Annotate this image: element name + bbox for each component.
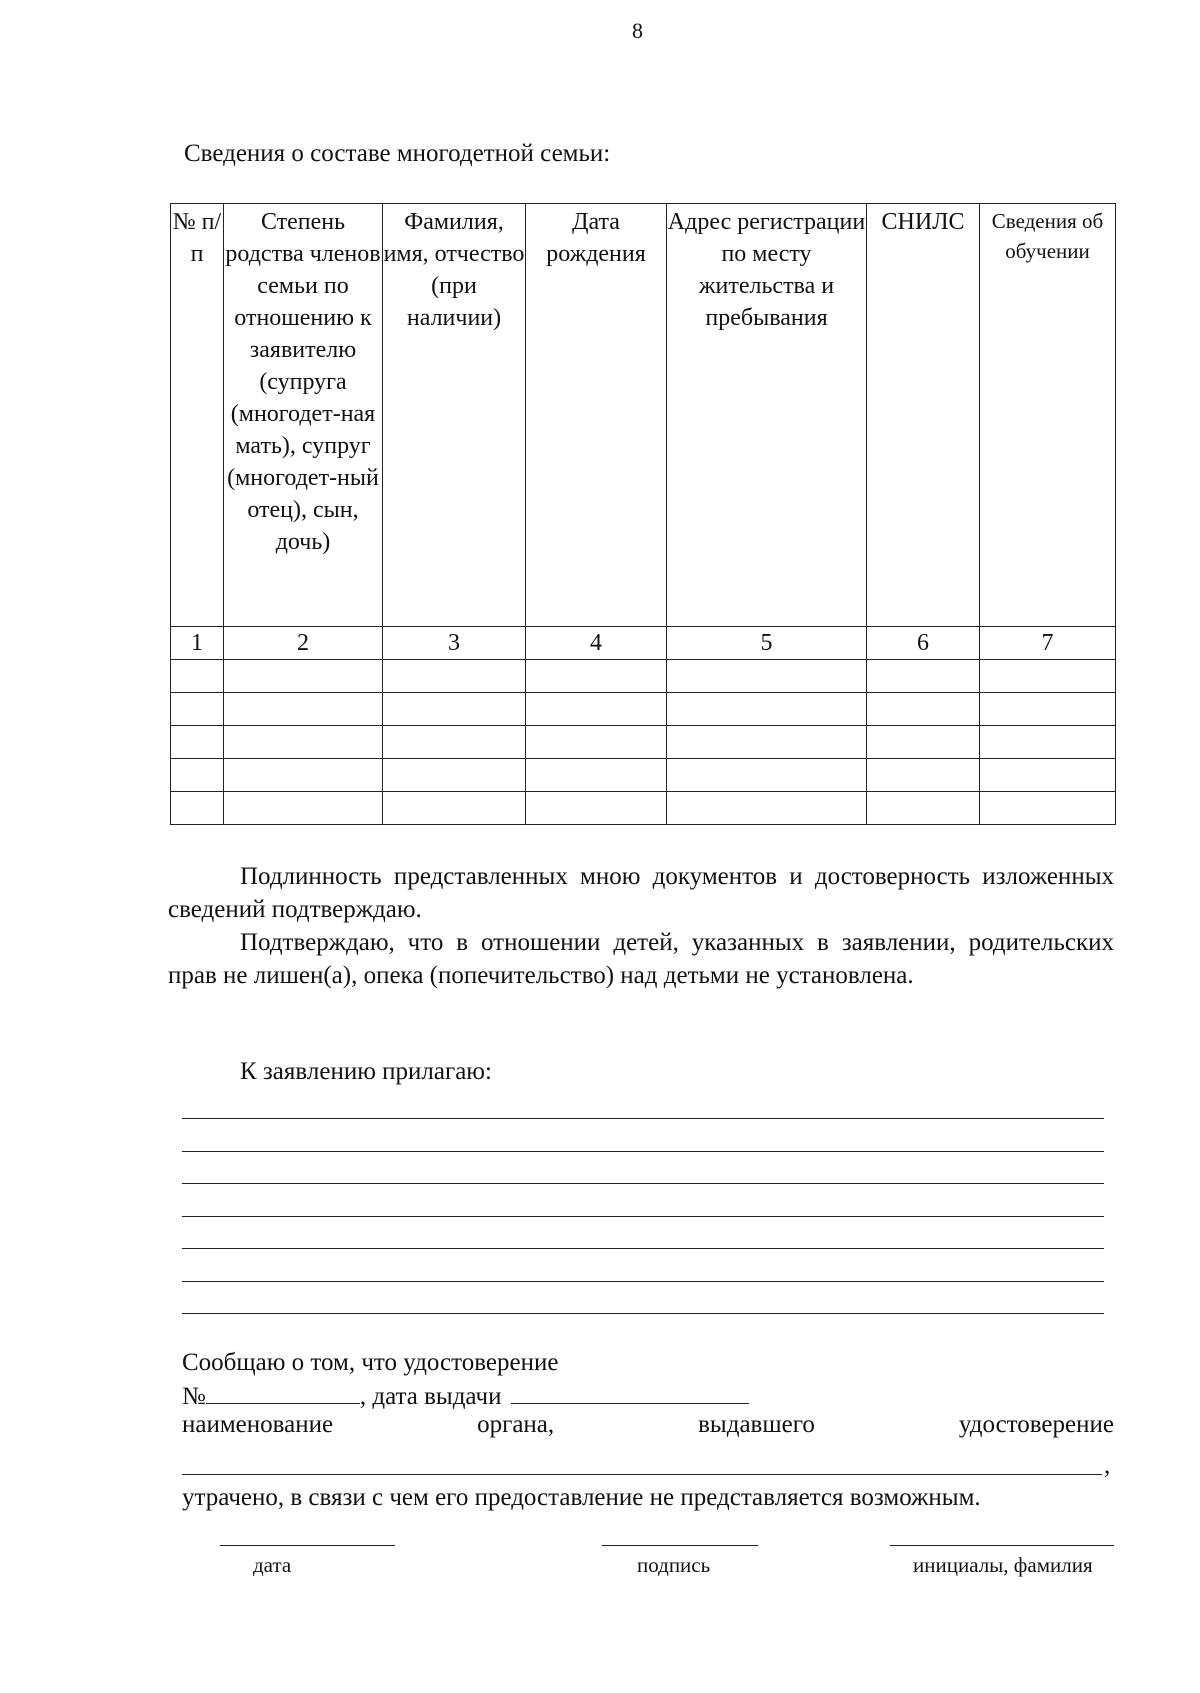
table-cell[interactable] xyxy=(980,726,1116,759)
table-cell[interactable] xyxy=(383,693,526,726)
signature-line[interactable] xyxy=(602,1545,758,1546)
date-caption: дата xyxy=(253,1553,292,1577)
name-line[interactable] xyxy=(890,1545,1114,1546)
table-cell[interactable] xyxy=(667,759,867,792)
table-cell[interactable] xyxy=(224,693,383,726)
parental-rights-paragraph xyxy=(168,926,1114,992)
table-cell[interactable] xyxy=(171,759,224,792)
page-number: 8 xyxy=(632,18,643,43)
table-cell[interactable] xyxy=(171,660,224,693)
issuer-word: органа, xyxy=(477,1411,555,1438)
table-row xyxy=(171,759,1116,792)
name-caption: инициалы, фамилия xyxy=(913,1553,1093,1577)
attachment-line[interactable] xyxy=(182,1216,1104,1217)
issue-date-label: , дата выдачи xyxy=(359,1383,502,1410)
column-number: 7 xyxy=(980,627,1116,660)
table-cell[interactable] xyxy=(526,792,667,825)
table-cell[interactable] xyxy=(526,660,667,693)
attachment-line[interactable] xyxy=(182,1183,1104,1184)
header-cell-education: Сведения об обучении xyxy=(980,204,1116,627)
family-composition-table xyxy=(170,203,1116,825)
table-cell[interactable] xyxy=(526,693,667,726)
table-cell[interactable] xyxy=(667,693,867,726)
table-cell[interactable] xyxy=(383,759,526,792)
table-cell[interactable] xyxy=(980,759,1116,792)
table-cell[interactable] xyxy=(526,759,667,792)
table-cell[interactable] xyxy=(867,792,980,825)
certificate-number-line xyxy=(182,1381,749,1411)
table-cell[interactable] xyxy=(171,693,224,726)
section-heading: Сведения о составе многодетной семьи: xyxy=(184,140,611,167)
authenticity-paragraph xyxy=(168,860,1114,926)
table-row xyxy=(171,693,1116,726)
table-cell[interactable] xyxy=(224,660,383,693)
table-cell[interactable] xyxy=(383,792,526,825)
table-cell[interactable] xyxy=(383,660,526,693)
issue-date-field[interactable] xyxy=(511,1381,749,1404)
issuer-word: выдавшего xyxy=(698,1411,815,1438)
table-cell[interactable] xyxy=(667,726,867,759)
table-cell[interactable] xyxy=(526,726,667,759)
date-line[interactable] xyxy=(220,1545,395,1546)
signature-caption: подпись xyxy=(637,1553,711,1577)
column-number: 4 xyxy=(526,627,667,660)
issuer-comma: , xyxy=(1104,1452,1111,1479)
column-number: 2 xyxy=(224,627,383,660)
issuer-name-field[interactable] xyxy=(182,1474,1102,1475)
column-number-row xyxy=(171,627,1116,660)
table-cell[interactable] xyxy=(667,660,867,693)
table-cell[interactable] xyxy=(224,759,383,792)
attachment-line[interactable] xyxy=(182,1313,1104,1314)
authenticity-text: Подлинность представленных мною документов и достоверность изложенных сведений подтверждаю. xyxy=(168,863,1114,923)
column-number: 5 xyxy=(667,627,867,660)
attachment-line[interactable] xyxy=(182,1281,1104,1282)
parental-rights-text: Подтверждаю, что в отношении детей, указанных в заявлении, родительских прав не лишен(а), опека (попечительство) над детьми не установлена. xyxy=(168,929,1114,989)
table-row xyxy=(171,792,1116,825)
issuer-line xyxy=(182,1411,1114,1439)
column-number: 6 xyxy=(867,627,980,660)
table-cell[interactable] xyxy=(867,759,980,792)
certificate-intro: Сообщаю о том, что удостоверение xyxy=(182,1349,559,1376)
header-cell-relation: Степень родства членов семьи по отношению к заявителю (супруга (многодет-ная мать), супруг (многодет-ный отец), сын, дочь) xyxy=(224,204,383,627)
table-cell[interactable] xyxy=(383,726,526,759)
header-cell-number: № п/п xyxy=(171,204,224,627)
table-cell[interactable] xyxy=(224,726,383,759)
header-cell-address: Адрес регистрации по месту жительства и пребывания xyxy=(667,204,867,627)
table-cell[interactable] xyxy=(980,792,1116,825)
table-cell[interactable] xyxy=(867,660,980,693)
table-cell[interactable] xyxy=(867,693,980,726)
table-header-row xyxy=(171,204,1116,627)
attachment-line[interactable] xyxy=(182,1118,1104,1119)
attachments-label: К заявлению прилагаю: xyxy=(240,1058,492,1085)
column-number: 1 xyxy=(171,627,224,660)
issuer-word: удостоверение xyxy=(958,1411,1114,1438)
table-cell[interactable] xyxy=(867,726,980,759)
table-cell[interactable] xyxy=(667,792,867,825)
table-cell[interactable] xyxy=(224,792,383,825)
table-cell[interactable] xyxy=(171,726,224,759)
table-cell[interactable] xyxy=(980,693,1116,726)
header-cell-birth-date: Дата рождения xyxy=(526,204,667,627)
number-sign: № xyxy=(182,1383,206,1410)
attachment-line[interactable] xyxy=(182,1248,1104,1249)
table-row xyxy=(171,726,1116,759)
header-cell-snils: СНИЛС xyxy=(867,204,980,627)
table-row xyxy=(171,660,1116,693)
column-number: 3 xyxy=(383,627,526,660)
attachment-line[interactable] xyxy=(182,1151,1104,1152)
lost-statement: утрачено, в связи с чем его предоставление не представляется возможным. xyxy=(182,1484,981,1511)
table-cell[interactable] xyxy=(171,792,224,825)
issuer-word: наименование xyxy=(182,1411,334,1438)
table-cell[interactable] xyxy=(980,660,1116,693)
certificate-number-field[interactable] xyxy=(206,1381,360,1404)
header-cell-full-name: Фамилия, имя, отчество (при наличии) xyxy=(383,204,526,627)
